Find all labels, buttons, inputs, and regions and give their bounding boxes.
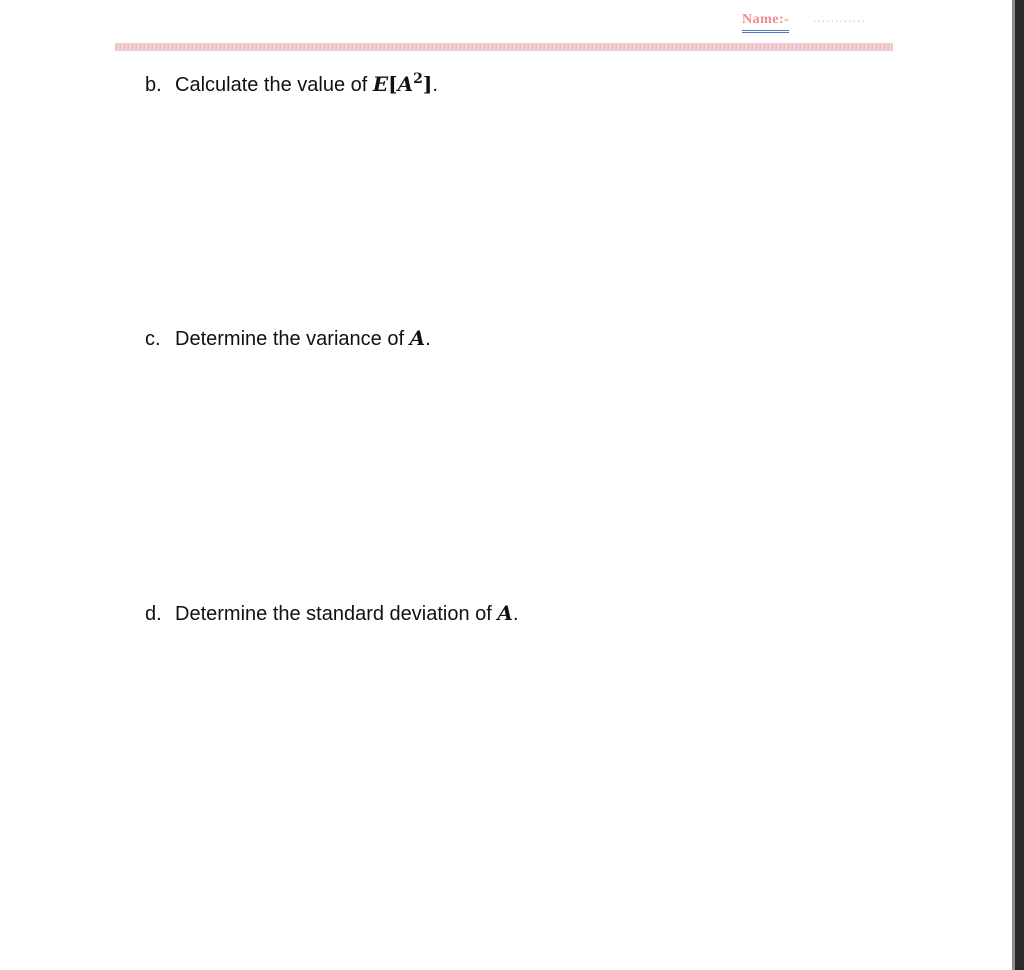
question-c — [145, 325, 431, 352]
math-variable: A — [497, 601, 513, 625]
window-right-edge — [1012, 0, 1024, 970]
question-label: c. — [145, 328, 161, 350]
question-b — [145, 66, 438, 98]
math-exponent: 2 — [413, 71, 423, 87]
question-d — [145, 600, 519, 627]
math-bracket-close: ] — [422, 72, 433, 96]
math-variable: A — [409, 326, 426, 350]
question-text: Calculate the value of — [175, 74, 373, 96]
question-text: Determine the variance of — [175, 328, 410, 350]
math-expectation-symbol: E — [372, 72, 389, 96]
question-end: . — [432, 74, 438, 96]
question-end: . — [512, 603, 519, 625]
math-bracket-open: [ — [388, 72, 398, 96]
header-rule — [115, 43, 893, 51]
window-edge-highlight — [1012, 0, 1015, 970]
name-dots: ............ — [812, 15, 865, 25]
question-text: Determine the standard deviation of — [175, 603, 498, 625]
header-cropped-text — [0, 0, 1012, 6]
question-end: . — [425, 328, 431, 350]
question-label: d. — [145, 603, 162, 625]
question-label: b. — [145, 74, 162, 96]
math-variable: A — [397, 72, 414, 96]
name-label: Name:- — [742, 11, 789, 33]
